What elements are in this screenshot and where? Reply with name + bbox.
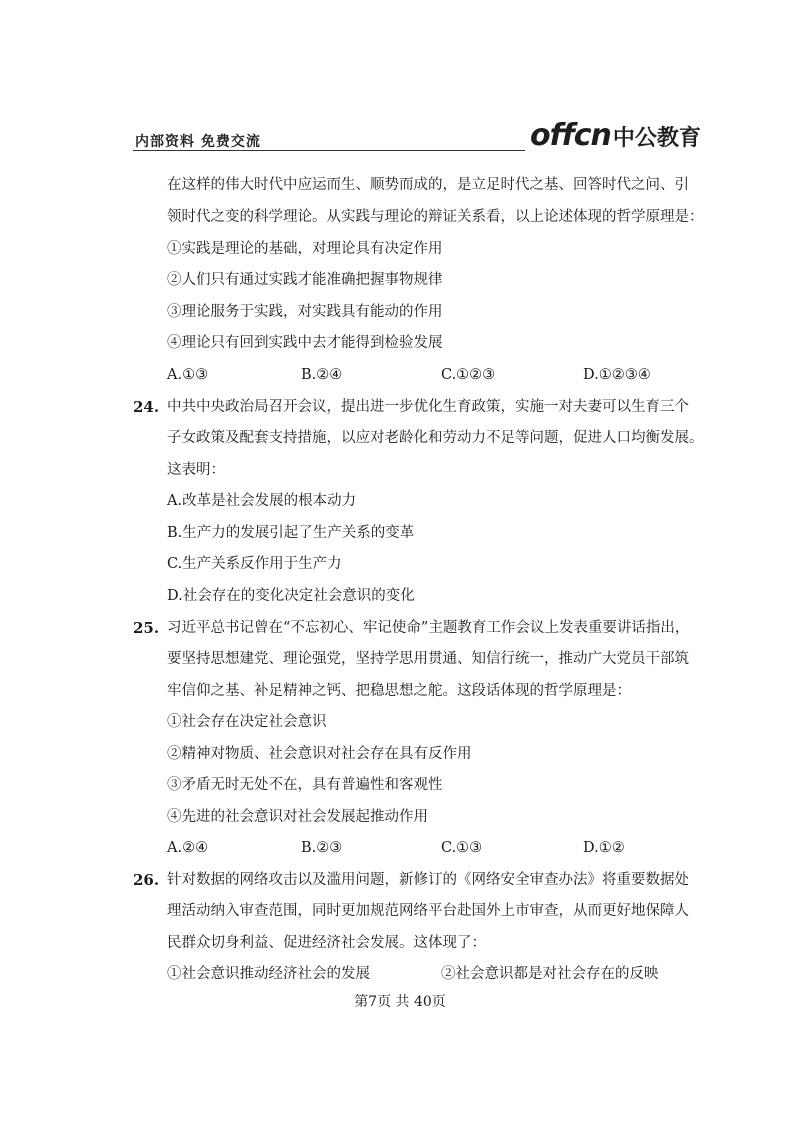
q25-stem-line-3: 牢信仰之基、补足精神之钙、把稳思想之舵。这段话体现的哲学原理是： <box>167 683 631 699</box>
q23-item-3: ③理论服务于实践，对实践具有能动的作用 <box>167 304 443 320</box>
q25-number: 25. <box>133 619 160 637</box>
q26-number: 26. <box>133 871 160 889</box>
q25-option-c: C.①③ <box>441 840 483 856</box>
q23-option-a: A.①③ <box>167 367 209 383</box>
q24-stem-line-2: 子女政策及配套支持措施，以应对老龄化和劳动力不足等问题，促进人口均衡发展。 <box>167 430 704 446</box>
q25-option-b: B.②③ <box>301 840 343 856</box>
q26-item-1: ①社会意识推动经济社会的发展 <box>167 966 370 982</box>
q23-stem-line-2: 领时代之变的科学理论。从实践与理论的辩证关系看，以上论述体现的哲学原理是： <box>167 209 704 225</box>
q25-stem-line-1: 习近平总书记曾在“不忘初心、牢记使命”主题教育工作会议上发表重要讲话指出， <box>167 620 690 636</box>
q25-item-3: ③矛盾无时无处不在，具有普遍性和客观性 <box>167 777 443 793</box>
header-left-text: 内部资料 免费交流 <box>135 134 261 150</box>
q25-item-1: ①社会存在决定社会意识 <box>167 714 327 730</box>
q25-stem-line-2: 要坚持思想建党、理论强党，坚持学思用贯通、知信行统一，推动广大党员干部筑 <box>167 651 689 667</box>
q26-item-2: ②社会意识都是对社会存在的反映 <box>441 966 659 982</box>
q25-option-d: D.①② <box>583 840 625 856</box>
q24-option-c: C.生产关系反作用于生产力 <box>167 556 342 572</box>
q26-stem-line-1: 针对数据的网络攻击以及滥用问题，新修订的《网络安全审查办法》将重要数据处 <box>167 872 689 888</box>
q23-item-1: ①实践是理论的基础，对理论具有决定作用 <box>167 241 443 257</box>
q24-stem-line-1: 中共中央政治局召开会议，提出进一步优化生育政策，实施一对夫妻可以生育三个 <box>167 399 689 415</box>
q24-option-a: A.改革是社会发展的根本动力 <box>167 493 357 509</box>
q23-option-d: D.①②③④ <box>583 367 651 383</box>
q25-option-a: A.②④ <box>167 840 209 856</box>
q23-stem-line-1: 在这样的伟大时代中应运而生、顺势而成的，是立足时代之基、回答时代之问、引 <box>167 177 689 193</box>
header-divider <box>133 150 525 151</box>
q26-stem-line-2: 理活动纳入审查范围，同时更加规范网络平台赴国外上市审查，从而更好地保障人 <box>167 903 689 919</box>
q23-option-b: B.②④ <box>301 367 343 383</box>
q25-item-2: ②精神对物质、社会意识对社会存在具有反作用 <box>167 746 472 762</box>
q24-number: 24. <box>133 398 160 416</box>
q24-option-d: D.社会存在的变化决定社会意识的变化 <box>167 588 415 604</box>
offcn-logo <box>530 118 701 153</box>
q24-option-b: B.生产力的发展引起了生产关系的变革 <box>167 525 415 541</box>
logo-cn-text: 中公教育 <box>612 126 701 151</box>
q25-item-4: ④先进的社会意识对社会发展起推动作用 <box>167 809 428 825</box>
page-number: 第7页 共 40页 <box>354 994 446 1010</box>
q26-stem-line-3: 民群众切身利益、促进经济社会发展。这体现了： <box>167 935 486 951</box>
logo-en-text: offcn <box>530 118 611 153</box>
q23-item-4: ④理论只有回到实践中去才能得到检验发展 <box>167 335 443 351</box>
q23-option-c: C.①②③ <box>441 367 496 383</box>
q24-stem-line-3: 这表明： <box>167 462 225 478</box>
q23-item-2: ②人们只有通过实践才能准确把握事物规律 <box>167 272 443 288</box>
